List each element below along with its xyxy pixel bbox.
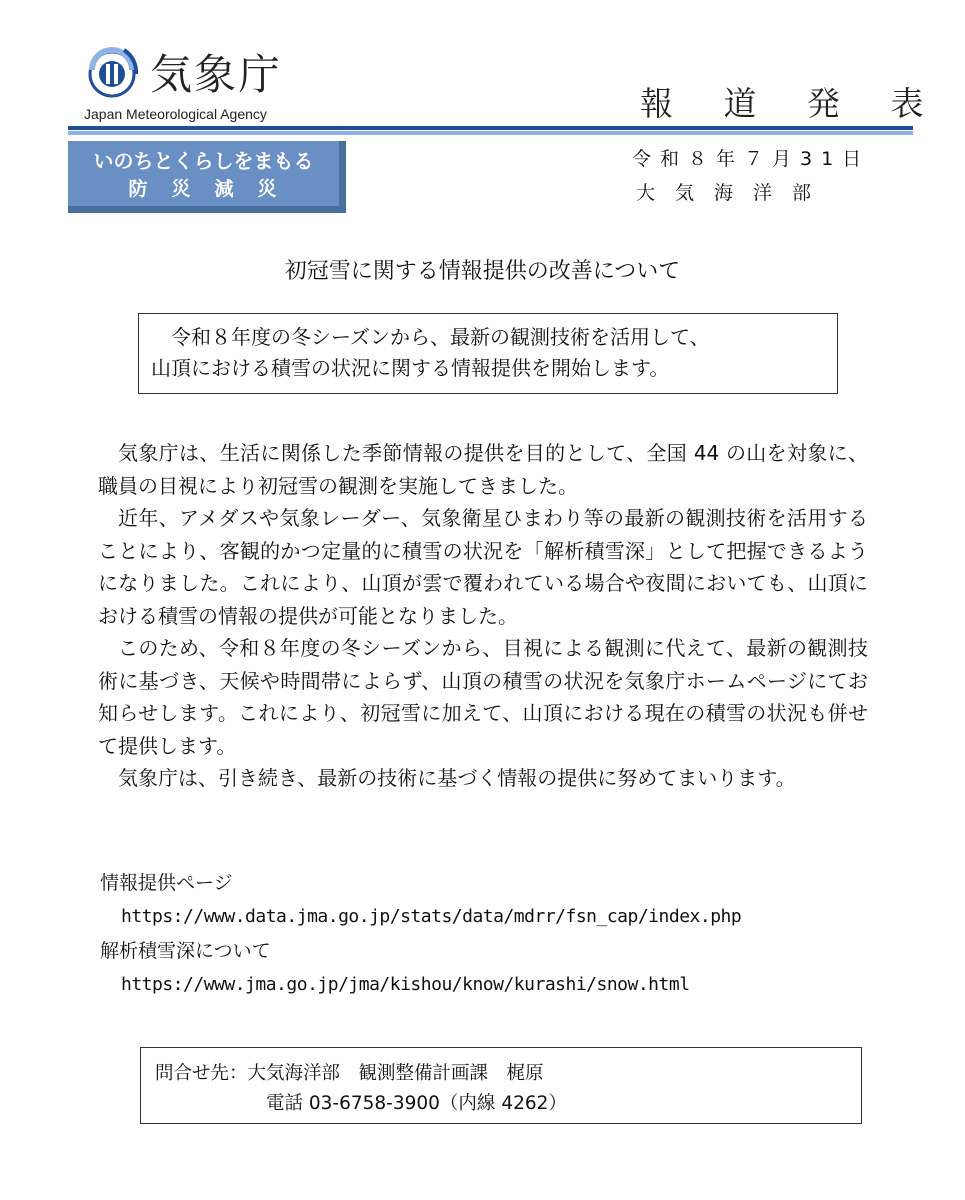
body-paragraph-2: 近年、アメダスや気象レーダー、気象衛星ひまわり等の最新の観測技術を活用することにより、客観的かつ定量的に積雪の状況を「解析積雪深」として把握できるようになりました。これにより、山頂が雲で覆われている場合や夜間においても、山頂における積雪の情報の提供が可能となりました。 [98,506,868,628]
summary-line1: 令和８年度の冬シーズンから、最新の観測技術を活用して、 [171,325,710,349]
document-title: 初冠雪に関する情報提供の改善について [284,259,681,284]
agency-name-english: Japan Meteorological Agency [84,106,267,122]
body-text [98,437,868,795]
link-url-snow-depth[interactable]: https://www.jma.go.jp/jma/kishou/know/kurashi/snow.html [121,974,690,995]
release-date: 令和８年７月31日 [632,148,871,170]
link-label-snow-depth: 解析積雪深について [100,940,271,962]
body-paragraph-1: 気象庁は、生活に関係した季節情報の提供を目的として、全国 44 の山を対象に、職員の目視により初冠雪の観測を実施してきました。 [98,441,868,498]
contact-box [140,1047,862,1124]
slogan-line2: 防災減災 [128,178,301,200]
reference-links [100,866,741,1002]
slogan-line1: いのちとくらしをまもる [93,149,314,173]
contact-phone: 電話 03-6758-3900（内線 4262） [266,1093,567,1114]
summary-box [138,313,838,394]
agency-name: 気象庁 [150,50,283,99]
jma-logo-icon [84,44,140,100]
link-label-info-page: 情報提供ページ [100,872,233,894]
body-paragraph-4: 気象庁は、引き続き、最新の技術に基づく情報の提供に努めてまいります。 [118,766,796,790]
department: 大気海洋部 [636,182,832,204]
header-rule [68,126,913,130]
header-rule-light [68,131,913,135]
summary-line2: 山頂における積雪の状況に関する情報提供を開始します。 [151,356,670,380]
contact-line1: 問合せ先：大気海洋部 観測整備計画課 梶原 [155,1063,544,1084]
press-release-label: 報 道 発 表 [640,84,944,123]
link-url-info-page[interactable]: https://www.data.jma.go.jp/stats/data/mdrr/fsn_cap/index.php [121,906,742,927]
slogan-badge [68,141,346,213]
body-paragraph-3: このため、令和８年度の冬シーズンから、目視による観測に代えて、最新の観測技術に基づき、天候や時間帯によらず、山頂の積雪の状況を気象庁ホームページにてお知らせします。これにより、初冠雪に加えて、山頂における現在の積雪の状況も併せて提供します。 [98,636,868,758]
